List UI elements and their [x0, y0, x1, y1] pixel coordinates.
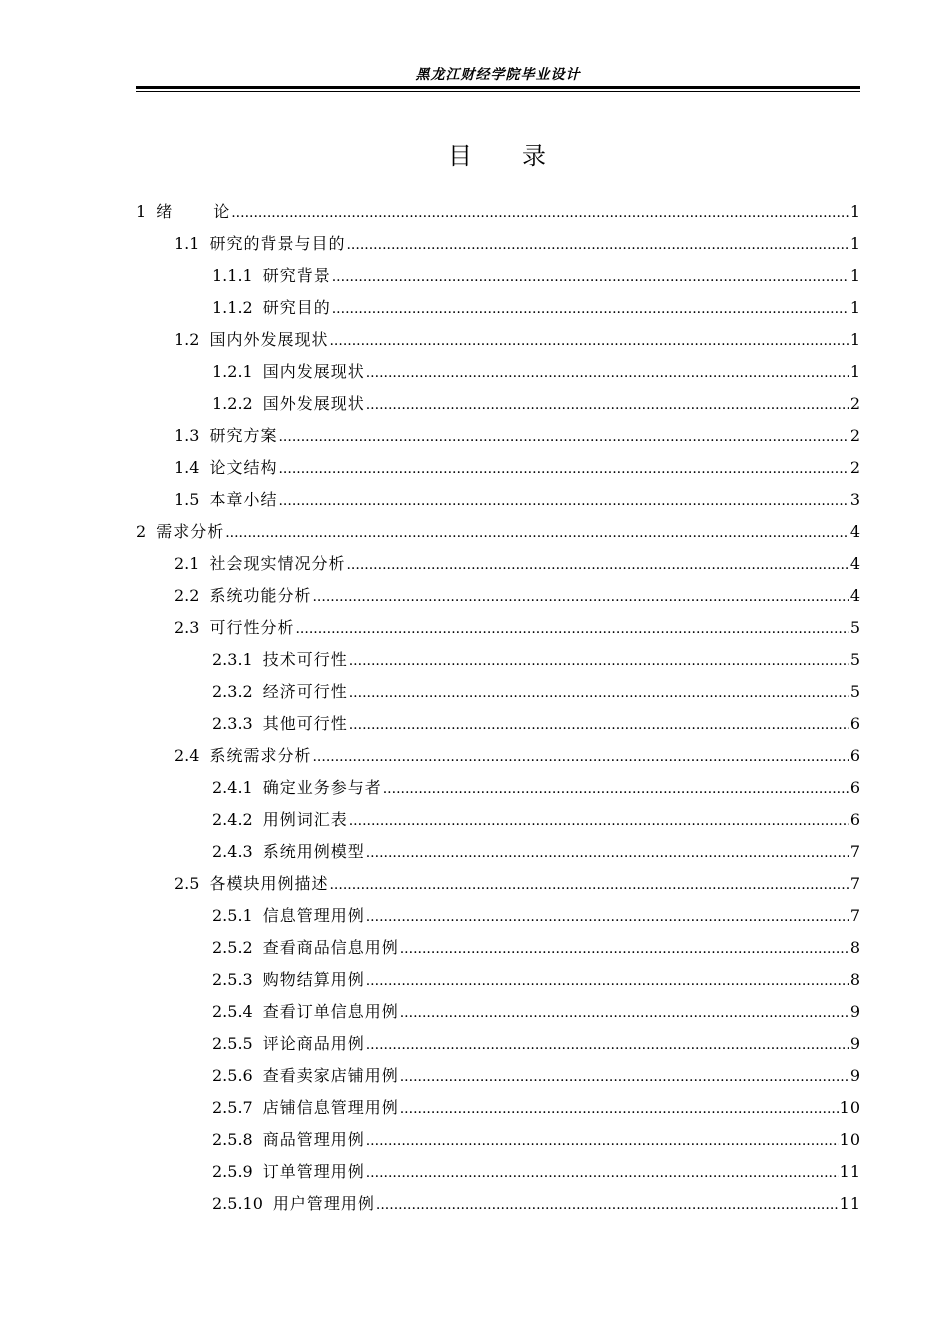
toc-dot-leader: [349, 805, 849, 837]
toc-entry-title: 需求分析: [156, 522, 225, 541]
toc-entry[interactable]: [136, 420, 860, 452]
toc-entry[interactable]: [136, 1156, 860, 1188]
toc-entry-number: 2.5.3: [212, 970, 253, 989]
toc-entry[interactable]: [136, 836, 860, 868]
toc-dot-leader: [278, 421, 848, 453]
toc-entry-number: 1.5: [174, 490, 200, 509]
toc-page-number: 1: [849, 330, 860, 349]
toc-dot-leader: [332, 261, 849, 293]
toc-dot-leader: [366, 837, 849, 869]
toc-page-number: 2: [849, 458, 860, 477]
toc-entry-number: 2.5.8: [212, 1130, 253, 1149]
toc-entry-title: 用例词汇表: [262, 810, 348, 829]
toc-entry-title: 本章小结: [209, 490, 278, 509]
toc-entry-title: 论文结构: [209, 458, 278, 477]
toc-entry-title: 技术可行性: [262, 650, 348, 669]
toc-entry-title: 用户管理用例: [272, 1194, 375, 1213]
toc-dot-leader: [400, 1093, 839, 1125]
toc-entry-number: 2.5.5: [212, 1034, 253, 1053]
toc-entry[interactable]: [136, 1060, 860, 1092]
toc-dot-leader: [366, 965, 849, 997]
toc-entry-title: 绪: [156, 202, 174, 221]
toc-page-number: 8: [849, 970, 860, 989]
toc-entry-number: 2.5.4: [212, 1002, 253, 1021]
toc-dot-leader: [366, 389, 849, 421]
toc-entry[interactable]: [136, 996, 860, 1028]
toc-entry-number: 1.2: [174, 330, 200, 349]
toc-entry-number: 2.5.9: [212, 1162, 253, 1181]
toc-entry-title: 国内外发展现状: [209, 330, 329, 349]
toc-page-number: 7: [849, 874, 860, 893]
toc-dot-leader: [366, 901, 849, 933]
toc-page-number: 4: [849, 522, 860, 541]
toc-entry-number: 2.4.2: [212, 810, 253, 829]
toc-page-number: 1: [849, 298, 860, 317]
toc-page-number: 2: [849, 426, 860, 445]
toc-page-number: 2: [849, 394, 860, 413]
toc-entry-number: 2.5: [174, 874, 200, 893]
toc-dot-leader: [400, 997, 849, 1029]
toc-entry[interactable]: [136, 196, 860, 228]
toc-entry[interactable]: [136, 964, 860, 996]
toc-title-char-1: 目: [448, 142, 474, 170]
toc-entry-number: 2.5.1: [212, 906, 253, 925]
toc-entry[interactable]: [136, 324, 860, 356]
toc-entry[interactable]: [136, 388, 860, 420]
toc-entry[interactable]: [136, 1028, 860, 1060]
toc-page-number: 9: [849, 1034, 860, 1053]
toc-entry[interactable]: [136, 612, 860, 644]
toc-entry-number: 2.3.1: [212, 650, 253, 669]
toc-dot-leader: [295, 613, 848, 645]
toc-entry-number: 1.1.1: [212, 266, 253, 285]
toc-entry-title: 系统用例模型: [262, 842, 365, 861]
toc-entry-number: 2.4: [174, 746, 200, 765]
toc-dot-leader: [376, 1189, 839, 1221]
toc-dot-leader: [332, 293, 849, 325]
toc-page-number: 5: [849, 618, 860, 637]
toc-entry-title: 社会现实情况分析: [209, 554, 346, 573]
toc-entry[interactable]: [136, 772, 860, 804]
toc-entry-number: 2: [136, 522, 147, 541]
toc-dot-leader: [346, 229, 848, 261]
toc-dot-leader: [329, 869, 848, 901]
toc-entry-number: 2.5.7: [212, 1098, 253, 1117]
toc-page-number: 7: [849, 842, 860, 861]
toc-entry-title: 经济可行性: [262, 682, 348, 701]
toc-entry-number: 2.5.10: [212, 1194, 263, 1213]
toc-entry[interactable]: [136, 1092, 860, 1124]
toc-entry-title: 商品管理用例: [262, 1130, 365, 1149]
toc-entry-title: 系统功能分析: [209, 586, 312, 605]
toc-entry-number: 1.1.2: [212, 298, 253, 317]
toc-entry-title: 订单管理用例: [262, 1162, 365, 1181]
toc-entry[interactable]: [136, 644, 860, 676]
toc-entry-number: 2.3: [174, 618, 200, 637]
toc-page-number: 1: [849, 234, 860, 253]
toc-entry-title: 查看卖家店铺用例: [262, 1066, 399, 1085]
toc-entry-number: 1.2.1: [212, 362, 253, 381]
toc-dot-leader: [278, 453, 848, 485]
header-rule-thick: [136, 86, 860, 89]
toc-entry[interactable]: [136, 932, 860, 964]
toc-page-number: 5: [849, 682, 860, 701]
toc-entry[interactable]: [136, 900, 860, 932]
toc-page-number: 6: [849, 810, 860, 829]
toc-dot-leader: [312, 741, 848, 773]
toc-entry[interactable]: [136, 1188, 860, 1220]
toc-entry-title: 研究的背景与目的: [209, 234, 346, 253]
toc-entry[interactable]: [136, 708, 860, 740]
toc-entry-title: 研究背景: [262, 266, 331, 285]
table-of-contents: [136, 196, 860, 1220]
toc-page-number: 10: [839, 1130, 860, 1149]
toc-dot-leader: [349, 709, 849, 741]
toc-entry[interactable]: [136, 452, 860, 484]
toc-dot-leader: [278, 485, 848, 517]
toc-entry-number: 1.1: [174, 234, 200, 253]
toc-page-number: 9: [849, 1002, 860, 1021]
toc-entry-title: 其他可行性: [262, 714, 348, 733]
toc-entry-title: 查看商品信息用例: [262, 938, 399, 957]
toc-page-number: 7: [849, 906, 860, 925]
toc-page-number: 6: [849, 714, 860, 733]
toc-entry[interactable]: [136, 484, 860, 516]
toc-entry[interactable]: [136, 580, 860, 612]
toc-entry-number: 2.3.2: [212, 682, 253, 701]
toc-entry-title: 信息管理用例: [262, 906, 365, 925]
toc-entry-number: 1: [136, 202, 147, 221]
toc-page-number: 1: [849, 266, 860, 285]
toc-entry[interactable]: [136, 516, 860, 548]
toc-page-number: 1: [849, 362, 860, 381]
toc-page-number: 1: [849, 202, 860, 221]
toc-entry-number: 2.2: [174, 586, 200, 605]
toc-entry-title: 评论商品用例: [262, 1034, 365, 1053]
toc-dot-leader: [231, 197, 849, 229]
page-header: 黑龙江财经学院毕业设计: [415, 67, 581, 83]
toc-entry[interactable]: [136, 740, 860, 772]
toc-entry-title: 店铺信息管理用例: [262, 1098, 399, 1117]
toc-entry-title: 购物结算用例: [262, 970, 365, 989]
toc-entry[interactable]: [136, 228, 860, 260]
toc-title: [136, 140, 860, 172]
toc-entry-number: 1.2.2: [212, 394, 253, 413]
toc-entry-title: 可行性分析: [209, 618, 295, 637]
toc-entry-title: 各模块用例描述: [209, 874, 329, 893]
toc-page-number: 11: [839, 1162, 860, 1181]
toc-entry-number: 2.3.3: [212, 714, 253, 733]
toc-dot-leader: [329, 325, 848, 357]
toc-entry-title: 国内发展现状: [262, 362, 365, 381]
toc-page-number: 8: [849, 938, 860, 957]
header-rule-thin: [136, 91, 860, 92]
toc-entry-number: 1.3: [174, 426, 200, 445]
toc-entry[interactable]: [136, 804, 860, 836]
toc-entry-number: 1.4: [174, 458, 200, 477]
toc-dot-leader: [383, 773, 849, 805]
toc-dot-leader: [366, 357, 849, 389]
toc-dot-leader: [366, 1029, 849, 1061]
toc-entry-number: 2.4.3: [212, 842, 253, 861]
toc-entry-title-part-2: 论: [213, 202, 231, 221]
toc-dot-leader: [225, 517, 849, 549]
toc-title-char-2: 录: [522, 142, 548, 170]
toc-entry-title: 研究方案: [209, 426, 278, 445]
toc-entry[interactable]: [136, 548, 860, 580]
toc-page-number: 6: [849, 746, 860, 765]
toc-entry[interactable]: [136, 868, 860, 900]
toc-dot-leader: [400, 933, 849, 965]
toc-dot-leader: [366, 1125, 839, 1157]
toc-entry-number: 2.5.2: [212, 938, 253, 957]
toc-entry-number: 2.1: [174, 554, 200, 573]
toc-entry-number: 2.4.1: [212, 778, 253, 797]
toc-dot-leader: [349, 677, 849, 709]
toc-dot-leader: [346, 549, 848, 581]
toc-entry[interactable]: [136, 676, 860, 708]
toc-page-number: 5: [849, 650, 860, 669]
toc-entry-title: 确定业务参与者: [262, 778, 382, 797]
toc-dot-leader: [400, 1061, 849, 1093]
toc-entry[interactable]: [136, 1124, 860, 1156]
toc-page-number: 4: [849, 586, 860, 605]
toc-dot-leader: [366, 1157, 839, 1189]
toc-page-number: 11: [839, 1194, 860, 1213]
toc-entry[interactable]: [136, 260, 860, 292]
toc-page-number: 9: [849, 1066, 860, 1085]
toc-entry-number: 2.5.6: [212, 1066, 253, 1085]
toc-dot-leader: [349, 645, 849, 677]
toc-page-number: 3: [849, 490, 860, 509]
toc-entry[interactable]: [136, 292, 860, 324]
toc-entry-title: 国外发展现状: [262, 394, 365, 413]
toc-page-number: 10: [839, 1098, 860, 1117]
toc-entry-title: 查看订单信息用例: [262, 1002, 399, 1021]
toc-entry-title: 系统需求分析: [209, 746, 312, 765]
toc-entry[interactable]: [136, 356, 860, 388]
toc-entry-title: 研究目的: [262, 298, 331, 317]
toc-page-number: 4: [849, 554, 860, 573]
toc-page-number: 6: [849, 778, 860, 797]
toc-dot-leader: [312, 581, 848, 613]
